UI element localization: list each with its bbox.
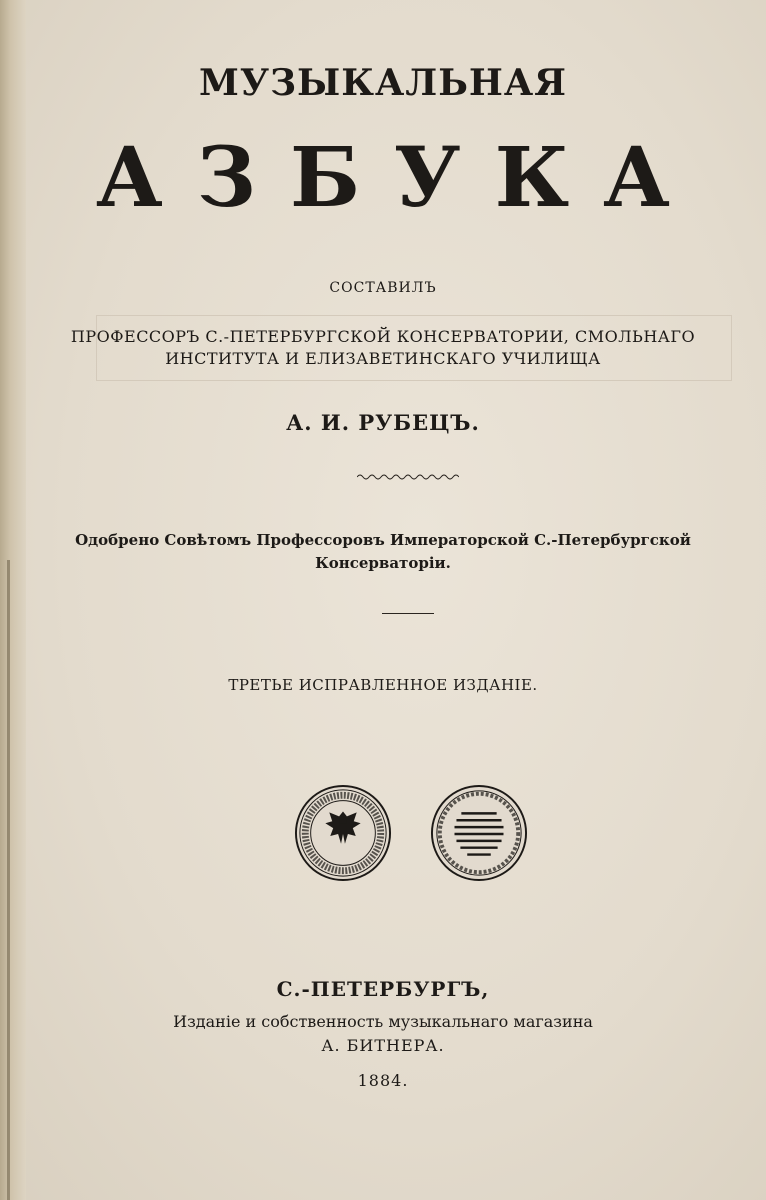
approval-line-2: Консерваторіи. — [315, 554, 451, 572]
author-position-line-2: ИНСТИТУТА И ЕЛИЗАВЕТИНСКАГО УЧИЛИЩА — [165, 349, 601, 368]
inscription-medal-icon — [430, 784, 528, 882]
author-name: А. И. РУБЕЦЪ. — [286, 410, 480, 435]
eagle-medal-icon — [294, 784, 392, 882]
publisher-line-1: Изданіе и собственность музыкальнаго магазина — [173, 1012, 593, 1031]
publication-city: С.-ПЕТЕРБУРГЪ, — [276, 977, 490, 1001]
wavy-divider-icon — [357, 472, 459, 482]
approval-line-1: Одобрено Совѣтомъ Профессоровъ Императорской С.-Петербургской — [75, 531, 691, 549]
compiled-by: СОСТАВИЛЪ — [329, 280, 437, 296]
edition-note: ТРЕТЬЕ ИСПРАВЛЕННОЕ ИЗДАНІЕ. — [228, 676, 538, 694]
title-line-2: АЗБУКА — [96, 130, 704, 226]
publication-year: 1884. — [357, 1071, 409, 1090]
title-line-1: МУЗЫКАЛЬНАЯ — [199, 62, 567, 104]
author-position-line-1: ПРОФЕССОРЪ С.-ПЕТЕРБУРГСКОЙ КОНСЕРВАТОРИИ, СМОЛЬНАГО — [70, 327, 696, 346]
publisher-line-2: А. БИТНЕРА. — [321, 1036, 445, 1055]
position-frame — [96, 315, 732, 381]
binding-crack — [7, 560, 10, 1200]
short-rule — [382, 613, 434, 614]
